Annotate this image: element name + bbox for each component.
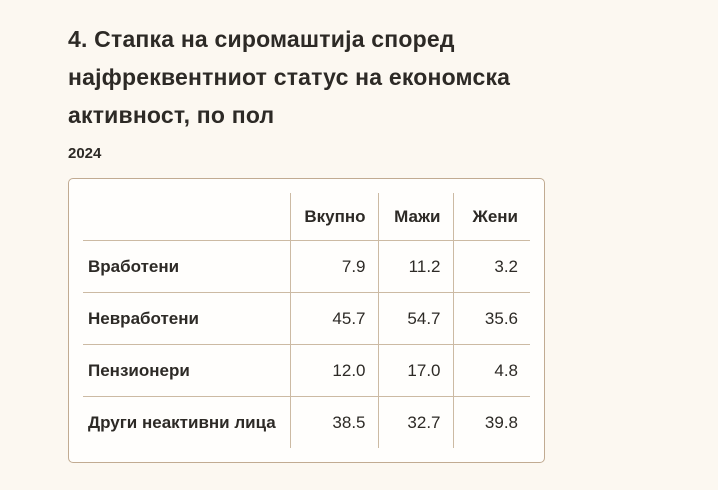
- page-title-line-2: најфреквентниот статус на економска: [68, 64, 511, 90]
- row-label: Пензионери: [83, 345, 290, 397]
- cell-value: 11.2: [378, 241, 453, 293]
- cell-value: 45.7: [290, 293, 378, 345]
- cell-value: 17.0: [378, 345, 453, 397]
- column-header-total: Вкупно: [290, 193, 378, 241]
- table-row-unemployed: [83, 293, 530, 345]
- cell-value: 7.9: [290, 241, 378, 293]
- table-row-pensioners: [83, 345, 530, 397]
- row-label: Други неактивни лица: [83, 397, 290, 449]
- table-card: [68, 178, 545, 463]
- table-body: [83, 241, 530, 449]
- table-header-row: [83, 193, 530, 241]
- content-area: [68, 20, 628, 463]
- cell-value: 54.7: [378, 293, 453, 345]
- year-subtitle: 2024: [68, 145, 102, 162]
- poverty-rate-table: [83, 193, 530, 448]
- cell-value: 39.8: [453, 397, 530, 449]
- cell-value: 38.5: [290, 397, 378, 449]
- cell-value: 4.8: [453, 345, 530, 397]
- cell-value: 12.0: [290, 345, 378, 397]
- page-title-line-3: активност, по пол: [68, 102, 275, 128]
- table-header: [83, 193, 530, 241]
- cell-value: 35.6: [453, 293, 530, 345]
- table-corner-cell: [83, 193, 290, 241]
- table-row-other-inactive: [83, 397, 530, 449]
- row-label: Вработени: [83, 241, 290, 293]
- column-header-women: Жени: [453, 193, 530, 241]
- column-header-men: Мажи: [378, 193, 453, 241]
- cell-value: 3.2: [453, 241, 530, 293]
- cell-value: 32.7: [378, 397, 453, 449]
- table-row-employed: [83, 241, 530, 293]
- page-title: [68, 20, 628, 134]
- row-label: Невработени: [83, 293, 290, 345]
- page-title-line-1: 4. Стапка на сиромаштија според: [68, 26, 455, 52]
